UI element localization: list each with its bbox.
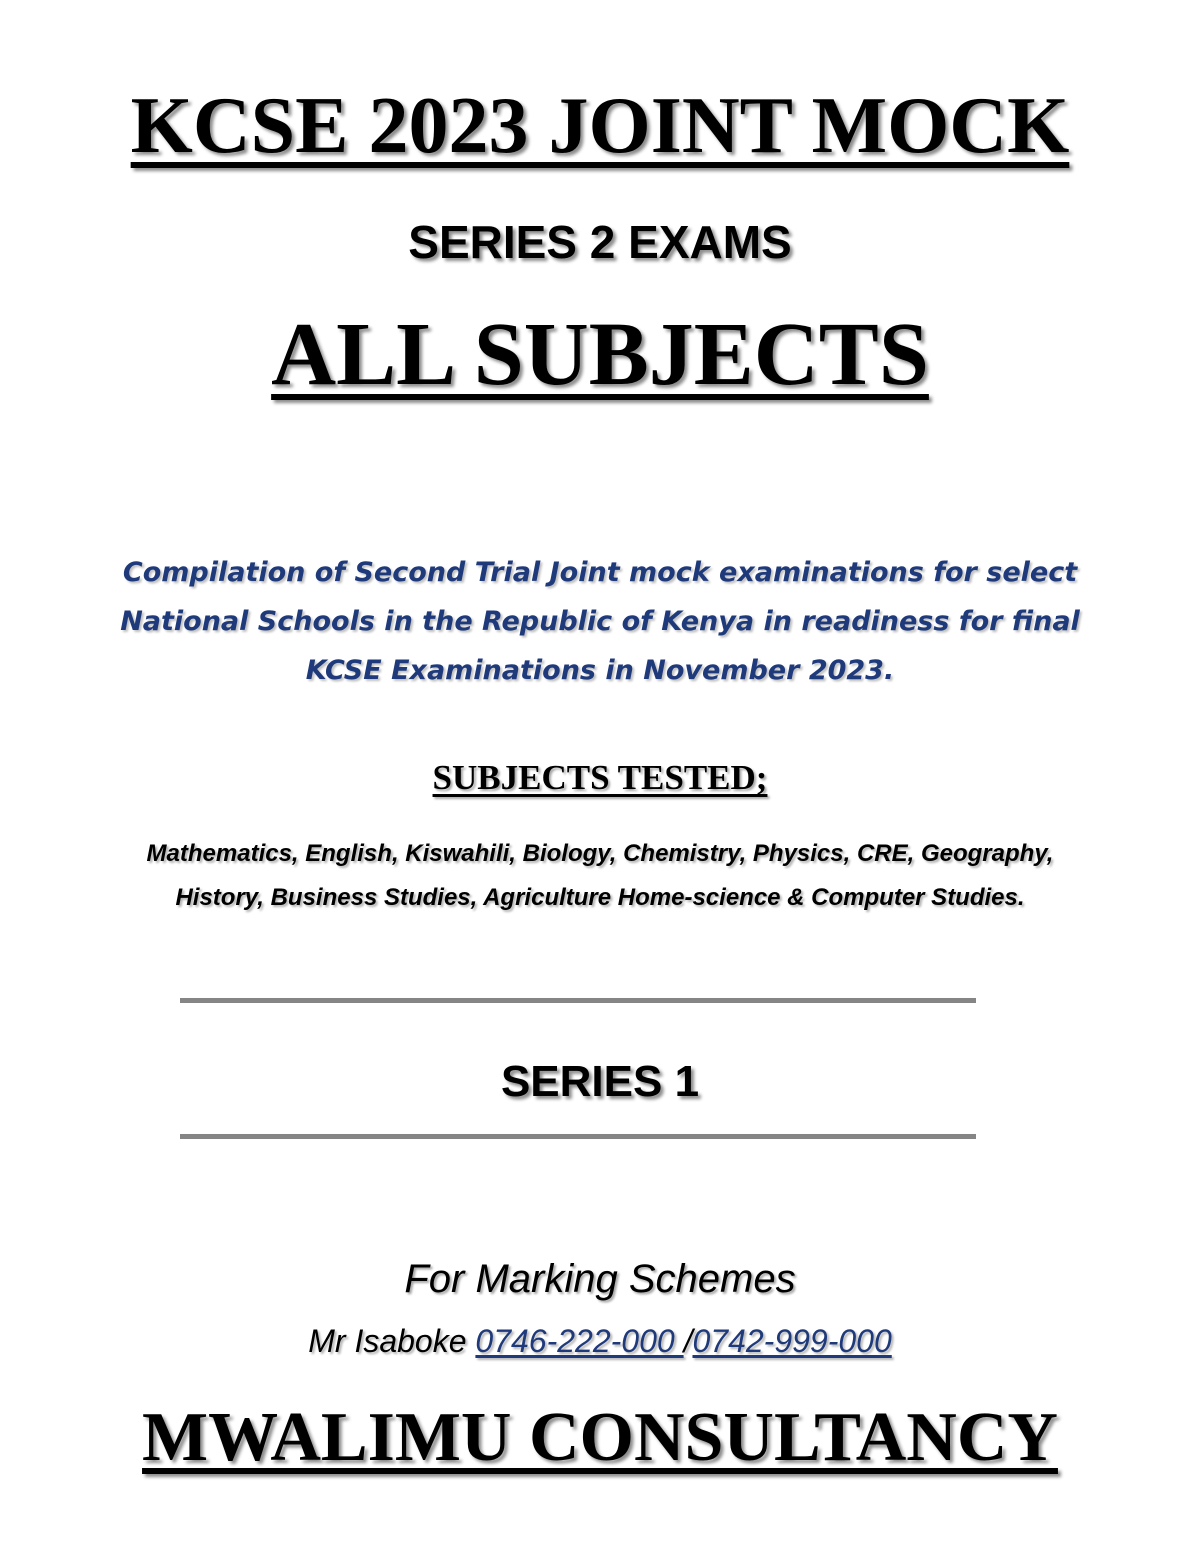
brand-name: MWALIMU CONSULTANCY <box>142 1399 1058 1476</box>
phone-separator: / <box>683 1323 693 1359</box>
marking-schemes-label: For Marking Schemes <box>404 1257 796 1301</box>
phone-link-2[interactable]: 0742-999-000 <box>692 1323 892 1359</box>
subjects-list <box>60 832 1140 920</box>
phone-link-1[interactable]: 0746-222-000 <box>475 1323 684 1359</box>
series-label: SERIES 1 <box>500 1057 700 1106</box>
subjects-line: Mathematics, English, Kiswahili, Biology, Chemistry, Physics, CRE, Geography, <box>146 840 1054 867</box>
divider-bottom <box>180 1134 976 1139</box>
divider-top <box>180 998 976 1003</box>
intro-line: Compilation of Second Trial Joint mock examinations for select <box>122 557 1078 588</box>
contact-line <box>0 1318 1200 1364</box>
all-subjects-title: ALL SUBJECTS <box>271 305 929 404</box>
subjects-heading: SUBJECTS TESTED; <box>432 758 768 797</box>
subjects-line: History, Business Studies, Agriculture Home-science & Computer Studies. <box>175 884 1025 911</box>
intro-line: KCSE Examinations in November 2023. <box>305 655 895 686</box>
contact-name: Mr Isaboke <box>308 1323 476 1359</box>
intro-paragraph <box>90 548 1110 695</box>
intro-line: National Schools in the Republic of Kenya in readiness for final <box>120 606 1080 637</box>
series-title: SERIES 2 EXAMS <box>408 216 792 268</box>
main-title: KCSE 2023 JOINT MOCK <box>130 82 1070 170</box>
